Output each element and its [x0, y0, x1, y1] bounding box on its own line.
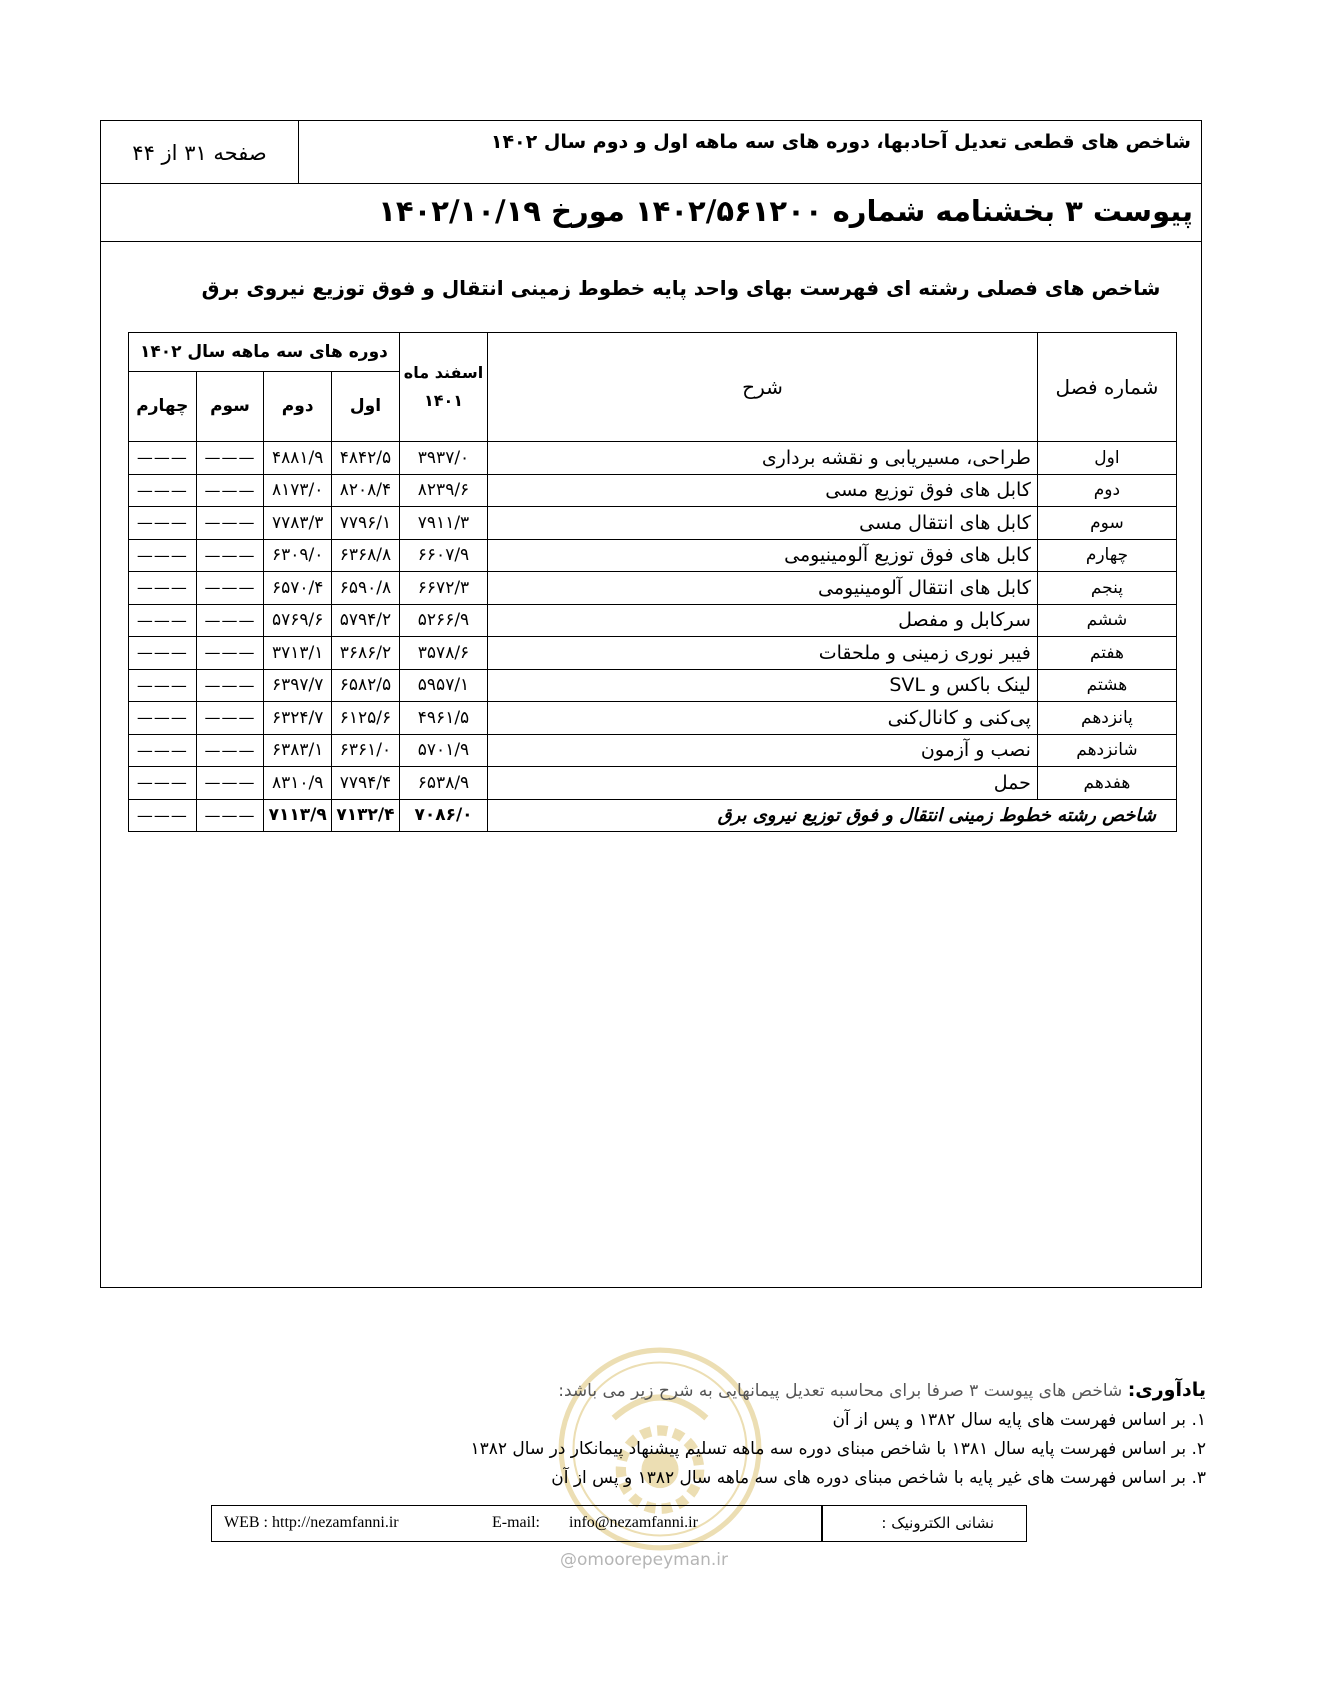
header-title: شاخص های قطعی تعدیل آحادبها، دوره های سه ماهه اول و دوم سال ۱۴۰۲	[490, 131, 1191, 153]
cell-q2: ۶۳۸۳/۱	[264, 734, 332, 767]
cell-q3: ———	[196, 442, 264, 475]
cell-q2: ۴۸۸۱/۹	[264, 442, 332, 475]
cell-q3: ———	[196, 767, 264, 800]
cell-q4: ———	[129, 507, 197, 540]
table-row	[129, 539, 1177, 572]
cell-description: نصب و آزمون	[488, 734, 1038, 767]
table-row	[129, 474, 1177, 507]
cell-esfand: ۳۵۷۸/۶	[399, 637, 487, 670]
table-row	[129, 604, 1177, 637]
cell-description: پی‌کنی و کانال‌کنی	[488, 702, 1038, 735]
cell-q3: ———	[196, 669, 264, 702]
table-row	[129, 702, 1177, 735]
cell-esfand: ۶۶۷۲/۳	[399, 572, 487, 605]
cell-esfand: ۵۹۵۷/۱	[399, 669, 487, 702]
col-q2: دوم	[264, 371, 332, 441]
cell-q1: ۷۷۹۴/۴	[332, 767, 400, 800]
cell-esfand: ۶۵۳۸/۹	[399, 767, 487, 800]
cell-q4: ———	[129, 637, 197, 670]
note-item: ۳. بر اساس فهرست های غیر پایه با شاخص مبنای دوره های سه ماهه سال ۱۳۸۲ و پس از آن	[551, 1468, 1206, 1488]
table-row	[129, 637, 1177, 670]
cell-q3: ———	[196, 539, 264, 572]
cell-chapter-no: پانزدهم	[1037, 702, 1176, 735]
table-row	[129, 734, 1177, 767]
cell-q3: ———	[196, 702, 264, 735]
table-row	[129, 572, 1177, 605]
cell-description: حمل	[488, 767, 1038, 800]
footer-divider	[821, 1506, 823, 1541]
table-row	[129, 767, 1177, 800]
cell-chapter-no: دوم	[1037, 474, 1176, 507]
cell-description: کابل های انتقال آلومینیومی	[488, 572, 1038, 605]
cell-q2: ۶۳۹۷/۷	[264, 669, 332, 702]
cell-chapter-no: پنجم	[1037, 572, 1176, 605]
cell-q3: ———	[196, 637, 264, 670]
cell-q1: ۶۳۶۱/۰	[332, 734, 400, 767]
cell-esfand: ۵۷۰۱/۹	[399, 734, 487, 767]
cell-description: طراحی، مسیریابی و نقشه برداری	[488, 442, 1038, 475]
cell-q1: ۷۷۹۶/۱	[332, 507, 400, 540]
table-row	[129, 669, 1177, 702]
cell-esfand: ۴۹۶۱/۵	[399, 702, 487, 735]
cell-q1: ۸۲۰۸/۴	[332, 474, 400, 507]
cell-esfand: ۶۶۰۷/۹	[399, 539, 487, 572]
total-row	[129, 799, 1177, 832]
cell-q4: ———	[129, 604, 197, 637]
cell-description: سرکابل و مفصل	[488, 604, 1038, 637]
cell-chapter-no: هشتم	[1037, 669, 1176, 702]
col-q4: چهارم	[129, 371, 197, 441]
col-q1: اول	[332, 371, 400, 441]
col-description: شرح	[488, 333, 1038, 442]
index-table	[128, 332, 1177, 832]
cell-q2: ۷۷۸۳/۳	[264, 507, 332, 540]
footer-email[interactable]: info@nezamfanni.ir	[569, 1514, 698, 1531]
cell-q2: ۶۳۲۴/۷	[264, 702, 332, 735]
cell-chapter-no: چهارم	[1037, 539, 1176, 572]
cell-q4: ———	[129, 572, 197, 605]
cell-chapter-no: سوم	[1037, 507, 1176, 540]
cell-q2: ۸۳۱۰/۹	[264, 767, 332, 800]
note-item: ۲. بر اساس فهرست پایه سال ۱۳۸۱ با شاخص مبنای دوره سه ماهه تسلیم پیشنهاد پیمانکار در سال ۱۳۸۲	[470, 1439, 1206, 1459]
cell-description: لینک باکس و SVL	[488, 669, 1038, 702]
note-heading: یادآوری:	[1127, 1379, 1206, 1401]
cell-q4: ———	[129, 669, 197, 702]
annex-title: پیوست ۳ بخشنامه شماره ۱۴۰۲/۵۶۱۲۰۰ مورخ ۱۴۰۲/۱۰/۱۹	[378, 194, 1193, 228]
footer-web[interactable]: WEB : http://nezamfanni.ir	[224, 1514, 399, 1531]
cell-q4: ———	[129, 734, 197, 767]
total-q1: ۷۱۳۲/۴	[332, 799, 400, 832]
cell-q1: ۴۸۴۲/۵	[332, 442, 400, 475]
table-row	[129, 507, 1177, 540]
cell-esfand: ۸۲۳۹/۶	[399, 474, 487, 507]
cell-chapter-no: اول	[1037, 442, 1176, 475]
cell-chapter-no: شانزدهم	[1037, 734, 1176, 767]
cell-q2: ۸۱۷۳/۰	[264, 474, 332, 507]
table-row	[129, 442, 1177, 475]
total-description: شاخص رشته خطوط زمینی انتقال و فوق توزیع نیروی برق	[488, 799, 1177, 832]
footer-address-label: نشانی الکترونیک :	[881, 1514, 994, 1532]
total-q2: ۷۱۱۳/۹	[264, 799, 332, 832]
cell-q1: ۶۱۲۵/۶	[332, 702, 400, 735]
reminder-note	[446, 1376, 1206, 1493]
cell-esfand: ۳۹۳۷/۰	[399, 442, 487, 475]
cell-q2: ۶۳۰۹/۰	[264, 539, 332, 572]
cell-chapter-no: ششم	[1037, 604, 1176, 637]
cell-description: کابل های فوق توزیع آلومینیومی	[488, 539, 1038, 572]
document-frame	[100, 120, 1202, 1288]
cell-q1: ۶۵۹۰/۸	[332, 572, 400, 605]
cell-q3: ———	[196, 507, 264, 540]
cell-esfand: ۷۹۱۱/۳	[399, 507, 487, 540]
cell-q1: ۵۷۹۴/۲	[332, 604, 400, 637]
cell-chapter-no: هفتم	[1037, 637, 1176, 670]
annex-row	[101, 184, 1201, 242]
cell-q1: ۳۶۸۶/۲	[332, 637, 400, 670]
col-periods-group: دوره های سه ماهه سال ۱۴۰۲	[129, 333, 400, 372]
table-subtitle: شاخص های فصلی رشته ای فهرست بهای واحد پایه خطوط زمینی انتقال و فوق توزیع نیروی برق	[201, 276, 1161, 300]
cell-q4: ———	[129, 767, 197, 800]
cell-q4: ———	[129, 539, 197, 572]
cell-q3: ———	[196, 572, 264, 605]
total-q3: ———	[196, 799, 264, 832]
cell-q4: ———	[129, 442, 197, 475]
header-row	[101, 121, 1201, 184]
footer-email-label: E-mail:	[492, 1514, 540, 1531]
total-esfand: ۷۰۸۶/۰	[399, 799, 487, 832]
cell-q4: ———	[129, 474, 197, 507]
cell-q2: ۵۷۶۹/۶	[264, 604, 332, 637]
cell-q3: ———	[196, 734, 264, 767]
cell-description: کابل های فوق توزیع مسی	[488, 474, 1038, 507]
col-q3: سوم	[196, 371, 264, 441]
footer-contact-box	[211, 1505, 1027, 1542]
note-intro: شاخص های پیوست ۳ صرفا برای محاسبه تعدیل پیمانهایی به شرح زیر می باشد:	[558, 1381, 1128, 1401]
cell-chapter-no: هفدهم	[1037, 767, 1176, 800]
cell-description: کابل های انتقال مسی	[488, 507, 1038, 540]
page-label: صفحه ۳۱ از ۴۴	[101, 121, 299, 184]
cell-q4: ———	[129, 702, 197, 735]
cell-q1: ۶۵۸۲/۵	[332, 669, 400, 702]
col-esfand: اسفند ماه ۱۴۰۱	[399, 333, 487, 442]
note-item: ۱. بر اساس فهرست های پایه سال ۱۳۸۲ و پس از آن	[832, 1410, 1206, 1430]
total-q4: ———	[129, 799, 197, 832]
cell-q2: ۶۵۷۰/۴	[264, 572, 332, 605]
watermark-url: @omoorepeyman.ir	[560, 1550, 729, 1570]
col-chapter-no: شماره فصل	[1037, 333, 1176, 442]
cell-esfand: ۵۲۶۶/۹	[399, 604, 487, 637]
cell-q1: ۶۳۶۸/۸	[332, 539, 400, 572]
cell-description: فیبر نوری زمینی و ملحقات	[488, 637, 1038, 670]
cell-q3: ———	[196, 604, 264, 637]
cell-q3: ———	[196, 474, 264, 507]
cell-q2: ۳۷۱۳/۱	[264, 637, 332, 670]
